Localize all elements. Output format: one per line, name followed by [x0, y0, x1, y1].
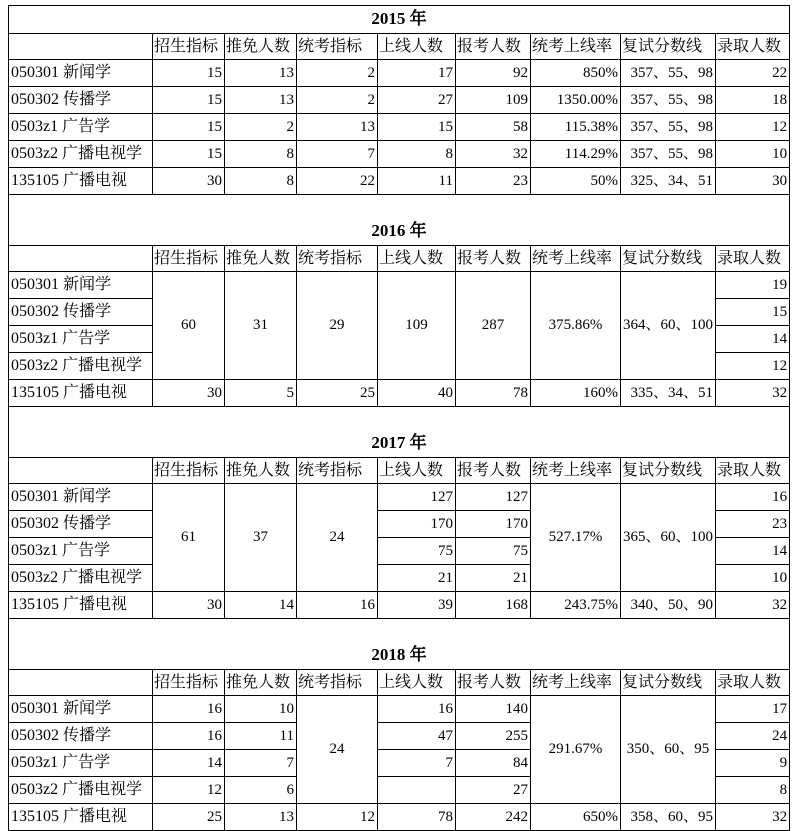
header-cell-blank: [9, 34, 153, 60]
header-cell-blank: [9, 246, 153, 272]
value-cell: 58: [456, 114, 531, 141]
merged-value-cell: 24: [297, 484, 378, 592]
value-cell: 170: [378, 511, 456, 538]
value-cell: 21: [378, 565, 456, 592]
value-cell: 32: [716, 380, 790, 407]
value-cell: 7: [297, 141, 378, 168]
row-label: 050302 传播学: [9, 723, 153, 750]
value-cell: 14: [225, 592, 297, 619]
value-cell: 15: [716, 299, 790, 326]
table-row: [9, 592, 790, 619]
header-cell-pass-rate: 统考上线率: [531, 670, 621, 696]
value-cell: 30: [153, 380, 225, 407]
table-2018: [8, 618, 790, 831]
value-cell: 16: [153, 696, 225, 723]
header-cell-exempt: 推免人数: [225, 458, 297, 484]
header-row: [9, 458, 790, 484]
header-row: [9, 670, 790, 696]
header-cell-exam-quota: 统考指标: [297, 34, 378, 60]
table-row: [9, 87, 790, 114]
value-cell: 170: [456, 511, 531, 538]
value-cell: 325、34、51: [621, 168, 716, 195]
value-cell: 21: [456, 565, 531, 592]
value-cell: 50%: [531, 168, 621, 195]
value-cell: 11: [378, 168, 456, 195]
header-cell-pass-rate: 统考上线率: [531, 458, 621, 484]
value-cell: 357、55、98: [621, 141, 716, 168]
value-cell: 160%: [531, 380, 621, 407]
row-label: 0503z1 广告学: [9, 326, 153, 353]
value-cell: 92: [456, 60, 531, 87]
merged-value-cell: 109: [378, 272, 456, 380]
value-cell: 78: [456, 380, 531, 407]
year-title-2018: 2018 年: [9, 619, 790, 670]
merged-value-cell: 60: [153, 272, 225, 380]
header-row: [9, 246, 790, 272]
year-title-2015: 2015 年: [9, 6, 790, 34]
row-label: 050302 传播学: [9, 87, 153, 114]
header-row: [9, 34, 790, 60]
row-label: 050302 传播学: [9, 299, 153, 326]
value-cell: 16: [378, 696, 456, 723]
merged-value-cell: 37: [225, 484, 297, 592]
header-cell-pass-rate: 统考上线率: [531, 34, 621, 60]
value-cell: 5: [225, 380, 297, 407]
value-cell: 27: [378, 87, 456, 114]
merged-value-cell: 291.67%: [531, 696, 621, 804]
value-cell: 30: [153, 168, 225, 195]
header-cell-quota: 招生指标: [153, 246, 225, 272]
header-cell-exempt: 推免人数: [225, 246, 297, 272]
merged-value-cell: 375.86%: [531, 272, 621, 380]
value-cell: 8: [225, 168, 297, 195]
value-cell: 335、34、51: [621, 380, 716, 407]
row-label: 050301 新闻学: [9, 60, 153, 87]
header-cell-admitted: 录取人数: [716, 458, 790, 484]
table-row: [9, 60, 790, 87]
row-label: 0503z2 广播电视学: [9, 565, 153, 592]
value-cell: 10: [716, 141, 790, 168]
header-cell-exam-quota: 统考指标: [297, 670, 378, 696]
value-cell: 15: [153, 114, 225, 141]
value-cell: 13: [225, 804, 297, 831]
value-cell: 22: [716, 60, 790, 87]
value-cell: 12: [153, 777, 225, 804]
value-cell: 27: [456, 777, 531, 804]
value-cell: 39: [378, 592, 456, 619]
value-cell: 12: [716, 114, 790, 141]
header-cell-exam-quota: 统考指标: [297, 458, 378, 484]
value-cell: 13: [297, 114, 378, 141]
value-cell: 357、55、98: [621, 114, 716, 141]
value-cell: 114.29%: [531, 141, 621, 168]
value-cell: 78: [378, 804, 456, 831]
merged-value-cell: 350、60、95: [621, 696, 716, 804]
value-cell: 30: [153, 592, 225, 619]
row-label: 135105 广播电视: [9, 168, 153, 195]
value-cell: 2: [297, 60, 378, 87]
header-cell-above-line: 上线人数: [378, 458, 456, 484]
value-cell: 84: [456, 750, 531, 777]
header-cell-above-line: 上线人数: [378, 34, 456, 60]
merged-value-cell: 24: [297, 696, 378, 804]
table-2015: [8, 5, 790, 195]
value-cell: 115.38%: [531, 114, 621, 141]
header-cell-retest-line: 复试分数线: [621, 670, 716, 696]
header-cell-applicants: 报考人数: [456, 458, 531, 484]
value-cell: 255: [456, 723, 531, 750]
table-row: [9, 168, 790, 195]
value-cell: 24: [716, 723, 790, 750]
merged-value-cell: 61: [153, 484, 225, 592]
value-cell: 109: [456, 87, 531, 114]
value-cell: 243.75%: [531, 592, 621, 619]
value-cell: 25: [297, 380, 378, 407]
header-cell-admitted: 录取人数: [716, 670, 790, 696]
header-cell-admitted: 录取人数: [716, 246, 790, 272]
value-cell: 40: [378, 380, 456, 407]
value-cell: 11: [225, 723, 297, 750]
header-cell-exempt: 推免人数: [225, 670, 297, 696]
value-cell: 358、60、95: [621, 804, 716, 831]
row-label: 135105 广播电视: [9, 380, 153, 407]
value-cell: 75: [378, 538, 456, 565]
header-cell-applicants: 报考人数: [456, 34, 531, 60]
row-label: 050301 新闻学: [9, 484, 153, 511]
merged-value-cell: 365、60、100: [621, 484, 716, 592]
header-cell-retest-line: 复试分数线: [621, 34, 716, 60]
header-cell-above-line: 上线人数: [378, 670, 456, 696]
value-cell: 127: [456, 484, 531, 511]
merged-value-cell: 29: [297, 272, 378, 380]
header-cell-above-line: 上线人数: [378, 246, 456, 272]
header-cell-exempt: 推免人数: [225, 34, 297, 60]
value-cell: 15: [378, 114, 456, 141]
row-label: 0503z2 广播电视学: [9, 777, 153, 804]
row-label: 0503z1 广告学: [9, 750, 153, 777]
value-cell: 30: [716, 168, 790, 195]
table-row: [9, 696, 790, 723]
year-title-2017: 2017 年: [9, 407, 790, 458]
value-cell: 32: [716, 804, 790, 831]
value-cell: 13: [225, 87, 297, 114]
value-cell: 12: [297, 804, 378, 831]
value-cell: 850%: [531, 60, 621, 87]
value-cell: 1350.00%: [531, 87, 621, 114]
row-label: 050301 新闻学: [9, 272, 153, 299]
table-row: [9, 272, 790, 299]
table-row: [9, 114, 790, 141]
value-cell: 23: [456, 168, 531, 195]
table-2016: [8, 194, 790, 407]
year-title-2016: 2016 年: [9, 195, 790, 246]
value-cell: 12: [716, 353, 790, 380]
value-cell: 168: [456, 592, 531, 619]
header-cell-blank: [9, 458, 153, 484]
value-cell: 75: [456, 538, 531, 565]
value-cell: 16: [297, 592, 378, 619]
merged-value-cell: 527.17%: [531, 484, 621, 592]
row-label: 050301 新闻学: [9, 696, 153, 723]
merged-value-cell: 287: [456, 272, 531, 380]
table-row: [9, 484, 790, 511]
value-cell: 17: [716, 696, 790, 723]
table-row: [9, 804, 790, 831]
value-cell: [378, 777, 456, 804]
value-cell: 23: [716, 511, 790, 538]
value-cell: 127: [378, 484, 456, 511]
value-cell: 357、55、98: [621, 87, 716, 114]
value-cell: 8: [225, 141, 297, 168]
value-cell: 22: [297, 168, 378, 195]
value-cell: 18: [716, 87, 790, 114]
value-cell: 14: [716, 538, 790, 565]
merged-value-cell: 364、60、100: [621, 272, 716, 380]
value-cell: 8: [716, 777, 790, 804]
table-2017: [8, 406, 790, 619]
row-label: 135105 广播电视: [9, 804, 153, 831]
value-cell: 16: [716, 484, 790, 511]
header-cell-quota: 招生指标: [153, 670, 225, 696]
value-cell: 15: [153, 60, 225, 87]
row-label: 0503z2 广播电视学: [9, 141, 153, 168]
row-label: 135105 广播电视: [9, 592, 153, 619]
header-cell-pass-rate: 统考上线率: [531, 246, 621, 272]
row-label: 0503z1 广告学: [9, 538, 153, 565]
value-cell: 14: [153, 750, 225, 777]
header-cell-exam-quota: 统考指标: [297, 246, 378, 272]
value-cell: 242: [456, 804, 531, 831]
merged-value-cell: 31: [225, 272, 297, 380]
value-cell: 25: [153, 804, 225, 831]
value-cell: 15: [153, 87, 225, 114]
row-label: 050302 传播学: [9, 511, 153, 538]
value-cell: 2: [297, 87, 378, 114]
value-cell: 650%: [531, 804, 621, 831]
value-cell: 14: [716, 326, 790, 353]
value-cell: 47: [378, 723, 456, 750]
value-cell: 357、55、98: [621, 60, 716, 87]
table-row: [9, 141, 790, 168]
header-cell-applicants: 报考人数: [456, 246, 531, 272]
value-cell: 7: [225, 750, 297, 777]
value-cell: 6: [225, 777, 297, 804]
header-cell-blank: [9, 670, 153, 696]
value-cell: 7: [378, 750, 456, 777]
value-cell: 32: [456, 141, 531, 168]
row-label: 0503z1 广告学: [9, 114, 153, 141]
header-cell-retest-line: 复试分数线: [621, 458, 716, 484]
header-cell-quota: 招生指标: [153, 34, 225, 60]
value-cell: 13: [225, 60, 297, 87]
header-cell-admitted: 录取人数: [716, 34, 790, 60]
value-cell: 17: [378, 60, 456, 87]
header-cell-applicants: 报考人数: [456, 670, 531, 696]
value-cell: 10: [716, 565, 790, 592]
value-cell: 16: [153, 723, 225, 750]
value-cell: 9: [716, 750, 790, 777]
header-cell-retest-line: 复试分数线: [621, 246, 716, 272]
value-cell: 19: [716, 272, 790, 299]
value-cell: 32: [716, 592, 790, 619]
value-cell: 140: [456, 696, 531, 723]
value-cell: 2: [225, 114, 297, 141]
value-cell: 10: [225, 696, 297, 723]
table-row: [9, 380, 790, 407]
value-cell: 15: [153, 141, 225, 168]
value-cell: 340、50、90: [621, 592, 716, 619]
row-label: 0503z2 广播电视学: [9, 353, 153, 380]
header-cell-quota: 招生指标: [153, 458, 225, 484]
value-cell: 8: [378, 141, 456, 168]
